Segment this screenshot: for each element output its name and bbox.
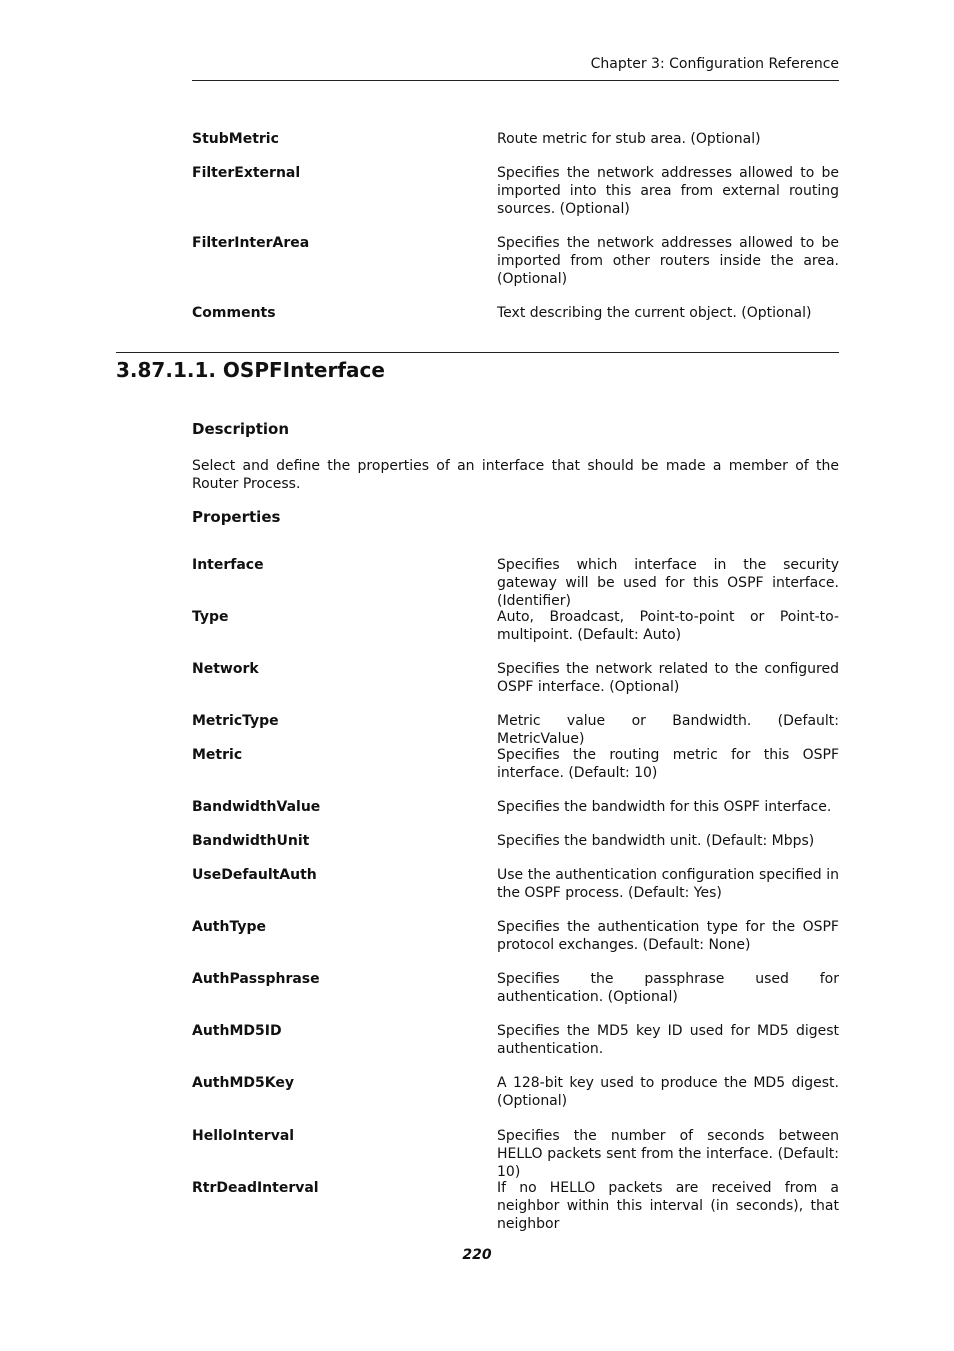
property-name: FilterExternal — [192, 165, 301, 181]
property-description: Specifies the bandwidth for this OSPF interface. — [497, 799, 832, 815]
property-name: Metric — [192, 747, 243, 763]
description-heading: Description — [192, 420, 290, 438]
property-description: Specifies the MD5 key ID used for MD5 digest authentication. — [497, 1023, 839, 1057]
property-name: BandwidthValue — [192, 799, 321, 815]
property-name: AuthMD5ID — [192, 1023, 282, 1039]
property-name: StubMetric — [192, 131, 279, 147]
property-name: MetricType — [192, 713, 279, 729]
chapter-title: Chapter 3: Configuration Reference — [590, 56, 839, 72]
property-name: HelloInterval — [192, 1128, 295, 1144]
description-text: Select and define the properties of an interface that should be made a member of the Router Process. — [192, 458, 839, 492]
property-description: A 128-bit key used to produce the MD5 digest. (Optional) — [497, 1075, 839, 1109]
property-name: Interface — [192, 557, 264, 573]
property-name: AuthType — [192, 919, 266, 935]
property-name: FilterInterArea — [192, 235, 310, 251]
property-description: Text describing the current object. (Optional) — [497, 305, 812, 321]
property-description: Specifies the bandwidth unit. (Default: Mbps) — [497, 833, 815, 849]
page-number: 220 — [462, 1247, 492, 1263]
property-description: Specifies the network addresses allowed to be imported from other routers inside the area. (Optional) — [497, 235, 839, 287]
property-description: Specifies the network related to the configured OSPF interface. (Optional) — [497, 661, 839, 695]
properties-heading: Properties — [192, 508, 281, 526]
property-description: Use the authentication configuration specified in the OSPF process. (Default: Yes) — [497, 867, 839, 901]
property-description: Specifies the routing metric for this OSPF interface. (Default: 10) — [497, 747, 839, 781]
property-description: Auto, Broadcast, Point-to-point or Point-to-multipoint. (Default: Auto) — [497, 609, 839, 643]
property-name: RtrDeadInterval — [192, 1180, 319, 1196]
property-name: UseDefaultAuth — [192, 867, 317, 883]
property-description: If no HELLO packets are received from a neighbor within this interval (in seconds), that neighbor — [497, 1180, 839, 1232]
section-title: 3.87.1.1. OSPFInterface — [116, 358, 385, 382]
property-name: BandwidthUnit — [192, 833, 310, 849]
property-description: Specifies the number of seconds between HELLO packets sent from the interface. (Default: 10) — [497, 1128, 839, 1180]
property-description: Specifies which interface in the security gateway will be used for this OSPF interface. (Identifier) — [497, 557, 839, 609]
property-description: Specifies the network addresses allowed to be imported into this area from external routing sources. (Optional) — [497, 165, 839, 217]
property-name: Comments — [192, 305, 276, 321]
property-name: Network — [192, 661, 259, 677]
section-divider — [116, 352, 839, 353]
property-description: Metric value or Bandwidth. (Default: MetricValue) — [497, 713, 839, 747]
property-description: Specifies the passphrase used for authentication. (Optional) — [497, 971, 839, 1005]
property-name: AuthMD5Key — [192, 1075, 294, 1091]
property-description: Route metric for stub area. (Optional) — [497, 131, 761, 147]
page-header — [192, 56, 839, 81]
property-description: Specifies the authentication type for the OSPF protocol exchanges. (Default: None) — [497, 919, 839, 953]
property-name: Type — [192, 609, 229, 625]
property-name: AuthPassphrase — [192, 971, 320, 987]
